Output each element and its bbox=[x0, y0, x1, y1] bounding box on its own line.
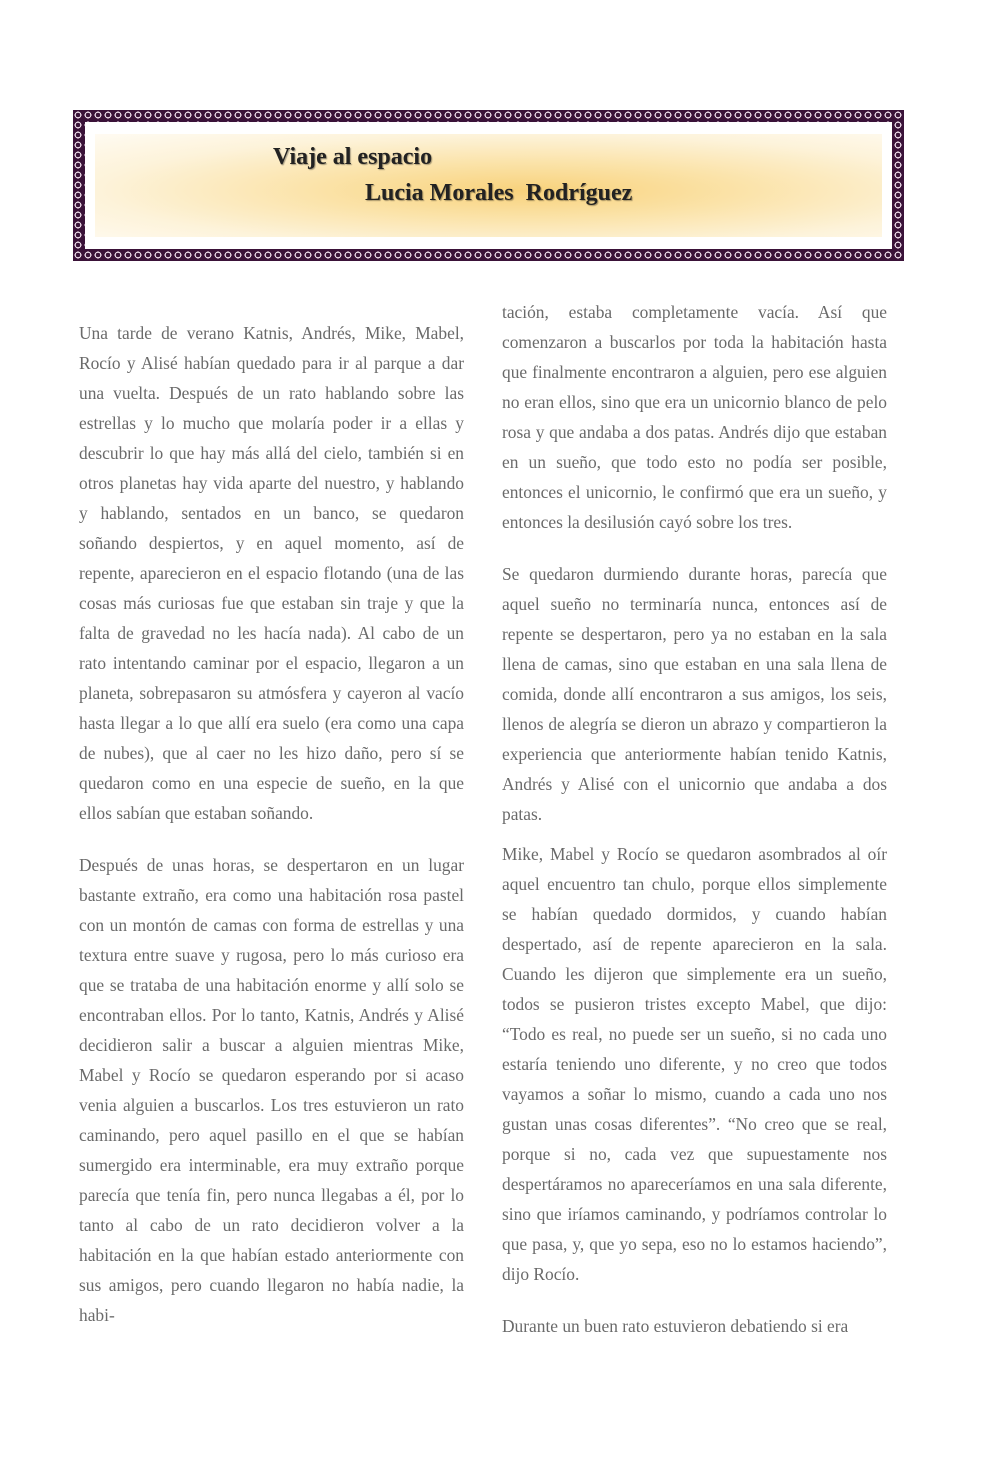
title-band bbox=[95, 134, 882, 237]
author-name: Lucia Morales Rodríguez bbox=[365, 180, 633, 206]
left-column bbox=[79, 318, 464, 1330]
paragraph: Se quedaron durmiendo durante horas, parecía que aquel sueño no terminaría nunca, entonces así de repente se despertaron, pero ya no estaban en la sala llena de camas, sino que estaban en una sala llena de comida, donde allí encontraron a sus amigos, los seis, llenos de alegría se dieron un abrazo y compartieron la experiencia que anteriormente habían tenido Katnis, Andrés y Alisé con el unicornio que andaba a dos patas. bbox=[502, 564, 887, 824]
story-title: Viaje al espacio bbox=[273, 144, 433, 170]
paragraph: Mike, Mabel y Rocío se quedaron asombrados al oír aquel encuentro tan chulo, porque ellos simplemente se habían quedado dormidos, y cuando habían despertado, así de repente aparecieron en la sala. Cuando les dijeron que simplemente era un sueño, todos se pusieron tristes excepto Mabel, que dijo: “Todo es real, no puede ser un sueño, si no cada uno estaría teniendo uno diferente, y no creo que todos vayamos a soñar lo mismo, cuando a cada uno nos gustan unas cosas diferentes”. “No creo que se real, porque si no, cada vez que supuestamente nos despertáramos no apareceríamos en una sala diferente, sino que iríamos caminando, y podríamos controlar lo que pasa, y, que yo sepa, eso no lo estamos haciendo”, dijo Rocío. bbox=[502, 844, 887, 1284]
paragraph: tación, estaba completamente vacía. Así que comenzaron a buscarlos por toda la habitación hasta que finalmente encontraron a alguien, pero ese alguien no eran ellos, sino que era un unicornio blanco de pelo rosa y que andaba a dos patas. Andrés dijo que estaban en un sueño, que todo esto no podía ser posible, entonces el unicornio, le confirmó que era un sueño, y entonces la desilusión cayó sobre los tres. bbox=[502, 302, 887, 532]
title-frame bbox=[73, 110, 904, 261]
paragraph: Una tarde de verano Katnis, Andrés, Mike, Mabel, Rocío y Alisé habían quedado para ir al parque a dar una vuelta. Después de un rato hablando sobre las estrellas y lo mucho que molaría poder ir a ellas y descubrir lo que hay más allá del cielo, también si en otros planetas hay vida aparte del nuestro, y hablando y hablando, sentados en un banco, se quedaron soñando despiertos, y en aquel momento, así de repente, aparecieron en el espacio flotando (una de las cosas más curiosas fue que estaban sin traje y que la falta de gravedad no les hacía nada). Al cabo de un rato intentando caminar por el espacio, llegaron a un planeta, sobrepasaron su atmósfera y cayeron al vacío hasta llegar a lo que allí era suelo (era como una capa de nubes), que al caer no les hizo daño, pero sí se quedaron como en una especie de sueño, en la que ellos sabían que estaban soñando. bbox=[79, 323, 464, 823]
right-column bbox=[502, 297, 887, 1341]
title-frame-inner bbox=[85, 122, 892, 249]
paragraph: Después de unas horas, se despertaron en un lugar bastante extraño, era como una habitación rosa pastel con un montón de camas con forma de estrellas y una textura entre suave y rugosa, pero lo más curioso era que se trataba de una habitación enorme y allí solo se encontraban ellos. Por lo tanto, Katnis, Andrés y Alisé decidieron salir a buscar a alguien mientras Mike, Mabel y Rocío se quedaron esperando por si acaso venia alguien a buscarlos. Los tres estuvieron un rato caminando, pero aquel pasillo en el que se habían sumergido era interminable, era muy extraño porque parecía que tenía fin, pero nunca llegabas a él, por lo tanto al cabo de un rato decidieron volver a la habitación en la que habían estado anteriormente con sus amigos, pero cuando llegaron no había nadie, la habi- bbox=[79, 855, 464, 1325]
paragraph: Durante un buen rato estuvieron debatiendo si era bbox=[502, 1316, 849, 1336]
